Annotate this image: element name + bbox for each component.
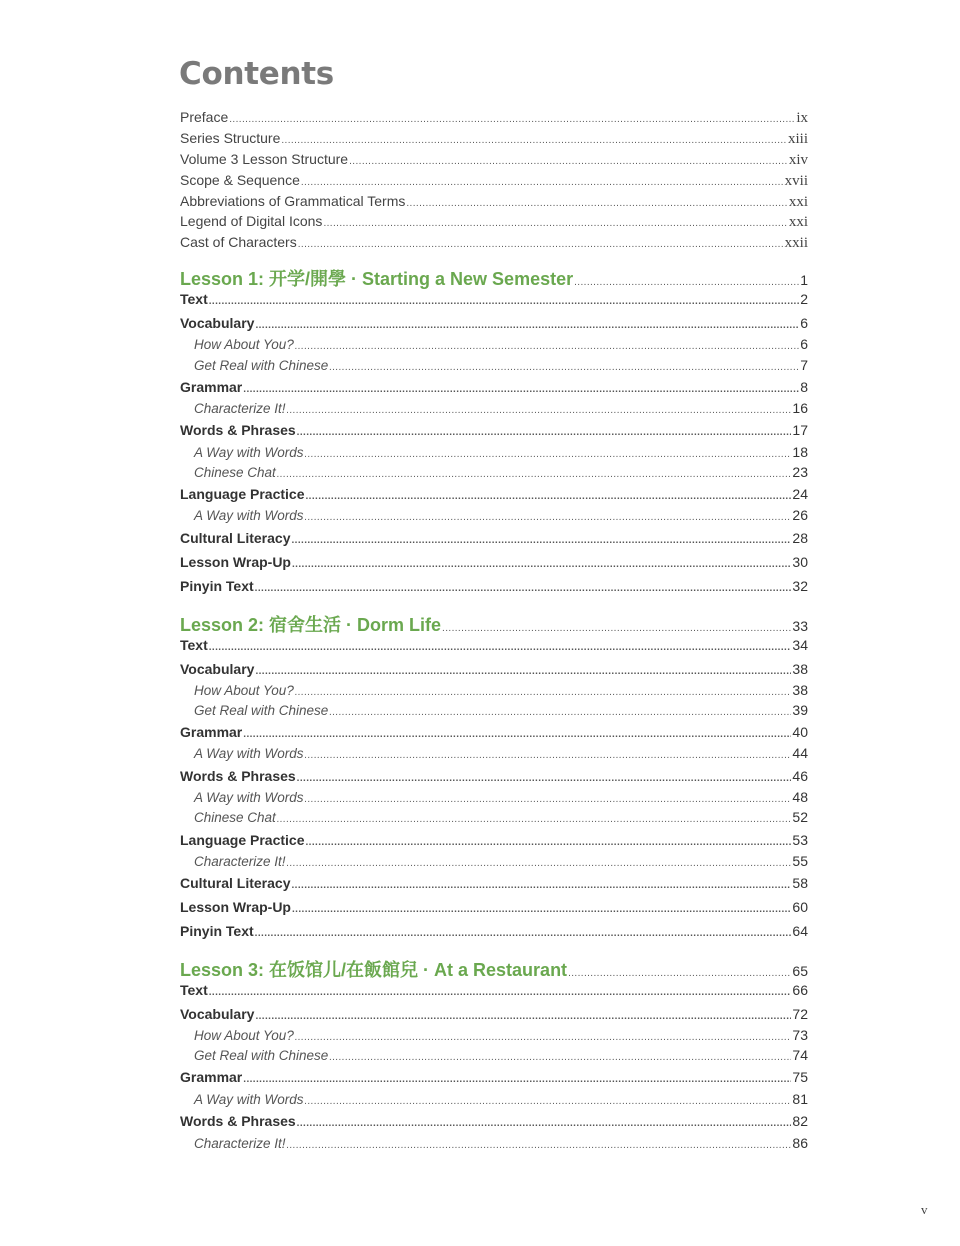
dot-leader — [574, 277, 799, 288]
toc-entry-sub[interactable] — [194, 1047, 808, 1063]
toc-entry-front[interactable] — [180, 213, 808, 231]
dot-leader — [295, 341, 799, 352]
toc-entry-label: Grammar — [180, 379, 243, 395]
toc-entry-label: Lesson 3: 在饭馆儿/在飯館兒 · At a Restaurant — [180, 960, 568, 980]
toc-entry-page: 1 — [800, 272, 808, 288]
toc-entry-page: 60 — [792, 899, 808, 915]
dot-leader — [305, 794, 792, 805]
dot-leader — [292, 904, 791, 915]
toc-entry-label: Language Practice — [180, 832, 305, 848]
toc-entry-label: Text — [180, 982, 208, 998]
dot-leader — [306, 491, 792, 502]
toc-entry-label: A Way with Words — [194, 746, 304, 761]
toc-entry-page: 39 — [792, 702, 808, 718]
toc-entry-label: How About You? — [194, 683, 294, 698]
toc-entry-front[interactable] — [180, 234, 808, 252]
toc-entry-sub[interactable] — [194, 464, 808, 480]
dot-leader — [291, 535, 791, 546]
toc-entry-page: 44 — [792, 745, 808, 761]
toc-entry-sub[interactable] — [194, 853, 808, 869]
toc-entry-page: 74 — [792, 1047, 808, 1063]
toc-entry-label: Pinyin Text — [180, 923, 254, 939]
toc-entry-sub[interactable] — [194, 789, 808, 805]
toc-entry-front[interactable] — [180, 172, 808, 190]
toc-entry-label: Vocabulary — [180, 1006, 255, 1022]
toc-entry-section[interactable] — [180, 661, 808, 677]
toc-entry-page: 72 — [792, 1006, 808, 1022]
toc-entry-section[interactable] — [180, 315, 808, 331]
dot-leader — [305, 1096, 792, 1107]
toc-entry-label: Vocabulary — [180, 315, 255, 331]
toc-entry-page: 73 — [792, 1027, 808, 1043]
dot-leader — [329, 1052, 791, 1063]
dot-leader — [291, 880, 791, 891]
toc-entry-label: Words & Phrases — [180, 422, 296, 438]
toc-entry-section[interactable] — [180, 832, 808, 848]
toc-entry-sub[interactable] — [194, 357, 808, 373]
toc-entry-lesson[interactable] — [180, 956, 808, 982]
toc-entry-label: How About You? — [194, 337, 294, 352]
dot-leader — [329, 707, 791, 718]
toc-entry-section[interactable] — [180, 554, 808, 570]
dot-leader — [209, 296, 799, 307]
toc-entry-lesson[interactable] — [180, 265, 808, 291]
dot-leader — [243, 729, 791, 740]
toc-entry-label: Get Real with Chinese — [194, 703, 329, 718]
dot-leader — [305, 512, 792, 523]
toc-entry-label: Series Structure — [180, 130, 281, 146]
toc-entry-label: Chinese Chat — [194, 465, 276, 480]
toc-entry-page: 6 — [800, 315, 808, 331]
dot-leader — [243, 1074, 791, 1085]
toc-entry-page: 86 — [792, 1135, 808, 1151]
toc-entry-label: Lesson 1: 开学/開學 · Starting a New Semester — [180, 269, 574, 289]
toc-entry-page: xiv — [788, 152, 808, 168]
toc-entry-label: Cast of Characters — [180, 234, 297, 250]
toc-entry-label: Lesson 2: 宿舍生活 · Dorm Life — [180, 615, 442, 635]
toc-entry-label: A Way with Words — [194, 508, 304, 523]
toc-entry-label: Words & Phrases — [180, 768, 296, 784]
dot-leader — [287, 405, 792, 416]
toc-entry-page: 46 — [792, 768, 808, 784]
toc-entry-sub[interactable] — [194, 745, 808, 761]
dot-leader — [301, 177, 784, 188]
toc-entry-page: 17 — [792, 422, 808, 438]
toc-entry-page: 8 — [800, 379, 808, 395]
toc-entry-page: 82 — [792, 1113, 808, 1129]
dot-leader — [568, 968, 791, 979]
toc-entry-page: 55 — [792, 853, 808, 869]
toc-entry-label: A Way with Words — [194, 790, 304, 805]
toc-entry-section[interactable] — [180, 1006, 808, 1022]
dot-leader — [281, 135, 787, 146]
toc-entry-label: Cultural Literacy — [180, 530, 291, 546]
toc-entry-label: Characterize It! — [194, 1136, 286, 1151]
toc-entry-page: 53 — [792, 832, 808, 848]
dot-leader — [277, 469, 792, 480]
toc-entry-label: Vocabulary — [180, 661, 255, 677]
toc-entry-page: 34 — [792, 637, 808, 653]
toc-entry-page: xxi — [788, 194, 808, 210]
dot-leader — [298, 239, 784, 250]
dot-leader — [295, 687, 792, 698]
toc-entry-page: 30 — [792, 554, 808, 570]
toc-entry-lesson[interactable] — [180, 611, 808, 637]
toc-entry-label: Abbreviations of Grammatical Terms — [180, 193, 406, 209]
toc-entry-label: Volume 3 Lesson Structure — [180, 151, 349, 167]
dot-leader — [305, 449, 792, 460]
toc-entry-page: xxi — [788, 214, 808, 230]
toc-entry-page: 2 — [800, 291, 808, 307]
toc-entry-page: 75 — [792, 1069, 808, 1085]
dot-leader — [323, 218, 787, 229]
dot-leader — [255, 928, 792, 939]
dot-leader — [229, 114, 795, 125]
dot-leader — [209, 987, 792, 998]
dot-leader — [255, 583, 792, 594]
dot-leader — [209, 642, 792, 653]
toc-entry-label: Lesson Wrap-Up — [180, 554, 291, 570]
dot-leader — [442, 623, 791, 634]
page-title: Contents — [179, 56, 334, 92]
toc-entry-page: 7 — [800, 357, 808, 373]
toc-entry-page: 38 — [792, 682, 808, 698]
dot-leader — [297, 427, 792, 438]
toc-entry-section[interactable] — [180, 1113, 808, 1129]
toc-entry-section[interactable] — [180, 578, 808, 594]
dot-leader — [277, 814, 792, 825]
toc-entry-page: xiii — [787, 131, 808, 147]
toc-entry-page: 16 — [792, 400, 808, 416]
toc-entry-page: 32 — [792, 578, 808, 594]
toc-entry-label: Lesson Wrap-Up — [180, 899, 291, 915]
toc-entry-section[interactable] — [180, 899, 808, 915]
toc-entry-page: 66 — [792, 982, 808, 998]
toc-entry-page: 65 — [792, 963, 808, 979]
toc-entry-section[interactable] — [180, 982, 808, 998]
toc-entry-page: 81 — [792, 1091, 808, 1107]
toc-entry-section[interactable] — [180, 486, 808, 502]
toc-entry-section[interactable] — [180, 923, 808, 939]
toc-entry-page: xvii — [784, 173, 808, 189]
toc-entry-label: Pinyin Text — [180, 578, 254, 594]
toc-entry-sub[interactable] — [194, 336, 808, 352]
toc-entry-page: 48 — [792, 789, 808, 805]
toc-entry-label: Grammar — [180, 724, 243, 740]
dot-leader — [255, 1011, 791, 1022]
toc-entry-sub[interactable] — [194, 809, 808, 825]
toc-entry-page: ix — [796, 110, 808, 126]
dot-leader — [297, 1118, 792, 1129]
toc-entry-label: A Way with Words — [194, 1092, 304, 1107]
dot-leader — [255, 320, 799, 331]
toc-entry-label: Language Practice — [180, 486, 305, 502]
toc-entry-page: 23 — [792, 464, 808, 480]
toc-entry-front[interactable] — [180, 130, 808, 148]
toc-entry-label: Preface — [180, 109, 229, 125]
toc-entry-sub[interactable] — [194, 1135, 808, 1151]
toc-entry-front[interactable] — [180, 193, 808, 211]
toc-entry-page: 6 — [800, 336, 808, 352]
toc-entry-label: Text — [180, 637, 208, 653]
toc-entry-sub[interactable] — [194, 702, 808, 718]
toc-entry-page: 52 — [792, 809, 808, 825]
toc-entry-label: A Way with Words — [194, 445, 304, 460]
toc-entry-page: xxii — [784, 235, 808, 251]
dot-leader — [287, 858, 792, 869]
dot-leader — [295, 1032, 792, 1043]
toc-entry-section[interactable] — [180, 291, 808, 307]
toc-entry-sub[interactable] — [194, 682, 808, 698]
toc-entry-sub[interactable] — [194, 444, 808, 460]
toc-entry-label: Cultural Literacy — [180, 875, 291, 891]
dot-leader — [292, 559, 791, 570]
toc-entry-label: How About You? — [194, 1028, 294, 1043]
toc-entry-label: Legend of Digital Icons — [180, 213, 323, 229]
dot-leader — [329, 362, 799, 373]
dot-leader — [243, 384, 799, 395]
toc-entry-sub[interactable] — [194, 1091, 808, 1107]
toc-entry-section[interactable] — [180, 1069, 808, 1085]
toc-entry-page: 38 — [792, 661, 808, 677]
toc-entry-label: Characterize It! — [194, 401, 286, 416]
toc-entry-front[interactable] — [180, 109, 808, 127]
toc-entry-section[interactable] — [180, 875, 808, 891]
toc-entry-label: Grammar — [180, 1069, 243, 1085]
toc-entry-sub[interactable] — [194, 507, 808, 523]
toc-entry-page: 40 — [792, 724, 808, 740]
toc-entry-label: Text — [180, 291, 208, 307]
toc-entry-section[interactable] — [180, 422, 808, 438]
toc-entry-page: 18 — [792, 444, 808, 460]
dot-leader — [349, 156, 788, 167]
toc-entry-label: Words & Phrases — [180, 1113, 296, 1129]
toc-entry-section[interactable] — [180, 724, 808, 740]
toc-entry-section[interactable] — [180, 768, 808, 784]
toc-entry-sub[interactable] — [194, 1027, 808, 1043]
toc-entry-page: 24 — [792, 486, 808, 502]
toc-entry-page: 64 — [792, 923, 808, 939]
dot-leader — [297, 773, 792, 784]
toc-entry-section[interactable] — [180, 530, 808, 546]
toc-entry-front[interactable] — [180, 151, 808, 169]
toc-entry-page: 58 — [792, 875, 808, 891]
toc-entry-label: Chinese Chat — [194, 810, 276, 825]
toc-entry-section[interactable] — [180, 637, 808, 653]
dot-leader — [305, 750, 792, 761]
toc-entry-label: Characterize It! — [194, 854, 286, 869]
toc-entry-page: 28 — [792, 530, 808, 546]
toc-entry-label: Get Real with Chinese — [194, 1048, 329, 1063]
page-number: v — [921, 1202, 928, 1217]
toc-entry-section[interactable] — [180, 379, 808, 395]
dot-leader — [287, 1140, 792, 1151]
toc-entry-page: 33 — [792, 618, 808, 634]
dot-leader — [255, 666, 791, 677]
toc-entry-label: Get Real with Chinese — [194, 358, 329, 373]
toc-entry-page: 26 — [792, 507, 808, 523]
toc-entry-sub[interactable] — [194, 400, 808, 416]
dot-leader — [406, 198, 787, 209]
toc-entry-label: Scope & Sequence — [180, 172, 300, 188]
dot-leader — [306, 837, 792, 848]
